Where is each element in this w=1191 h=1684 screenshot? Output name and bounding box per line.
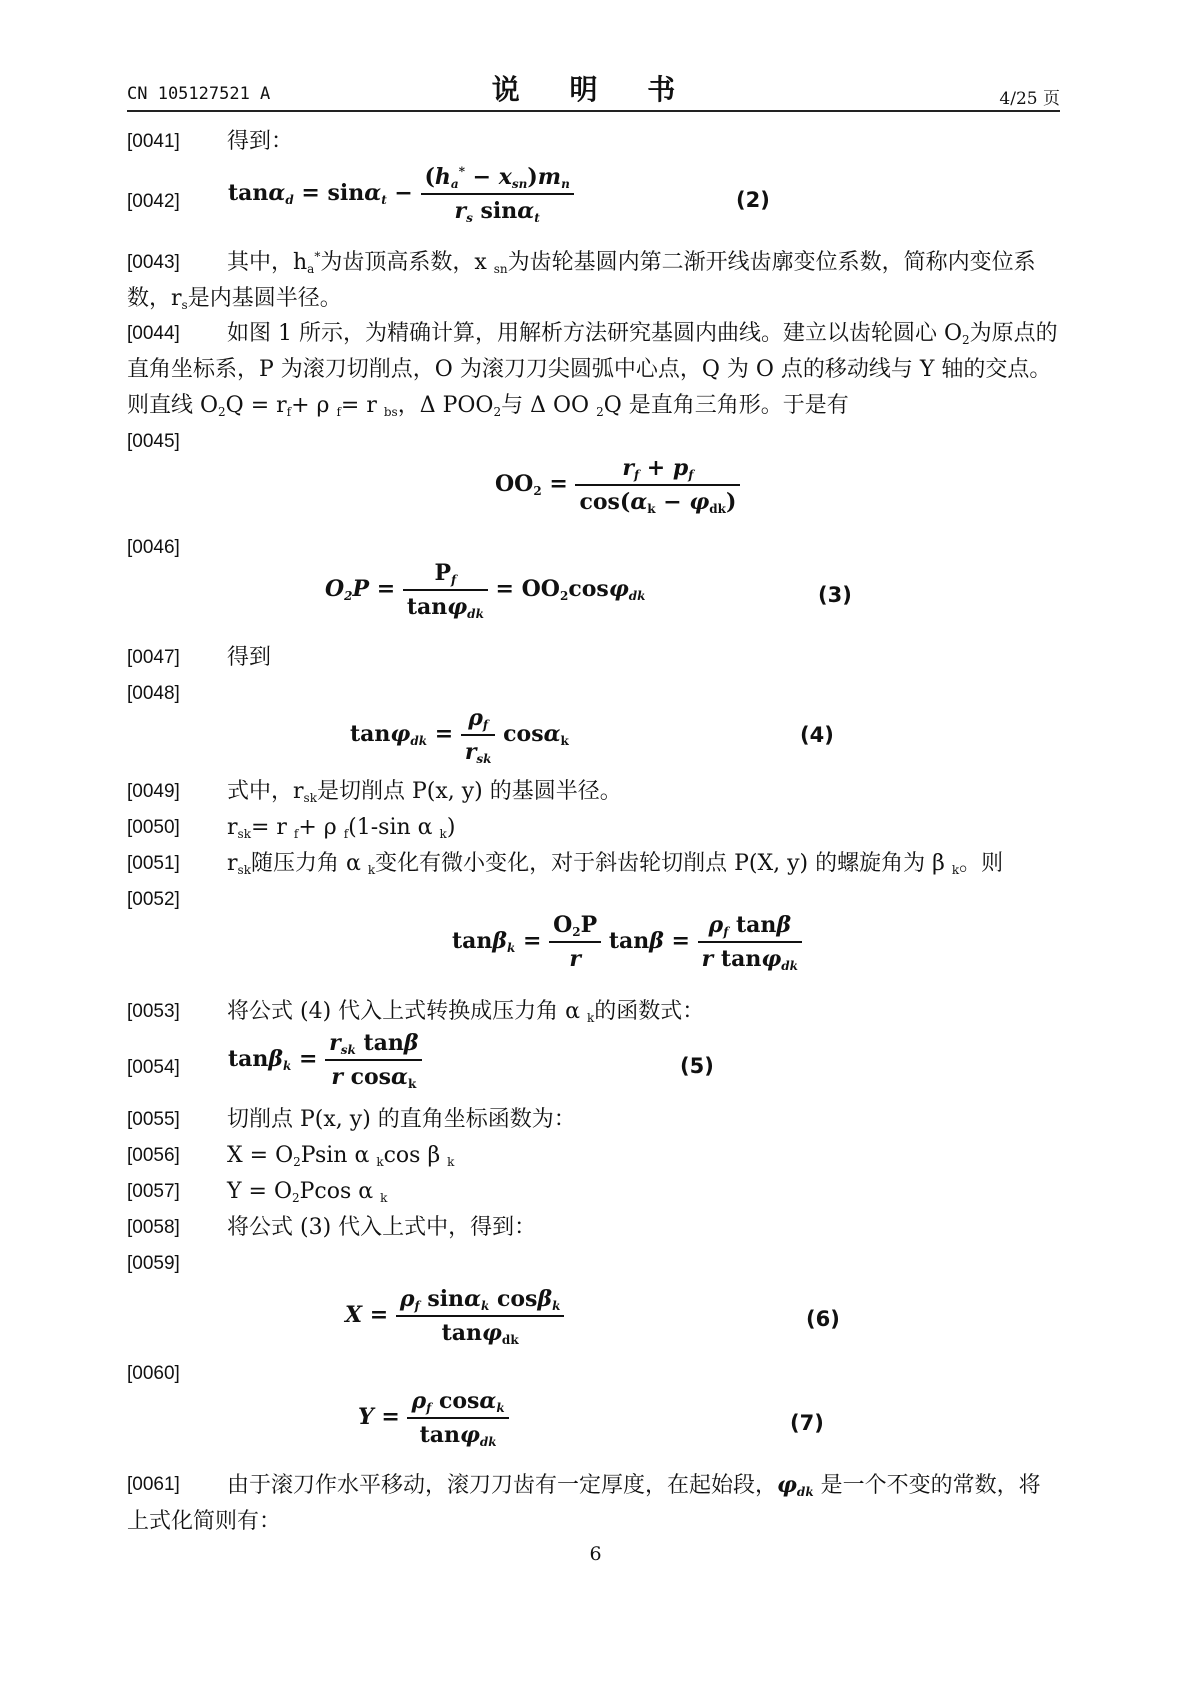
equation-oo2: $OO_2$ = $\frac{r_f + p_f}{\cos(\alpha_k - \varphi_{dk})}$ — [495, 455, 740, 515]
paragraph-text: $r_{sk}$随压力角 α $_k$变化有微小变化，对于斜齿轮切削点 P(X, y) 的螺旋角为 β $_k$。则 — [227, 851, 1004, 877]
paragraph-0053 — [127, 994, 1060, 1030]
paragraph-number: [0058] — [127, 1217, 180, 1238]
paragraph-text: 其中，$h_a^*$为齿顶高系数，x $_{sn}$为齿轮基圆内第二渐开线齿廓变位系数，简称内变位系数，$r_s$是内基圆半径。 — [127, 249, 1036, 312]
paragraph-number: [0045] — [127, 431, 180, 452]
paragraph-number: [0046] — [127, 537, 180, 558]
paragraph-number: [0059] — [127, 1253, 180, 1274]
paragraph-0058 — [127, 1210, 1060, 1246]
paragraph-number: [0041] — [127, 131, 180, 152]
equation-number: (2) — [736, 188, 770, 212]
paragraph-text: 如图 1 所示，为精确计算，用解析方法研究基圆内曲线。建立以齿轮圆心 $O_2$为原点的直角坐标系，P 为滚刀切削点，O 为滚刀刀尖圆弧中心点，Q 为 O 点的移动线与 Y 轴的交点。则直线 $O_2Q = r_f+ \rho$ $_f$= r $_{bs}$，Δ $POO_2$与 Δ OO $_2$Q 是直角三角形。于是有 — [127, 321, 1058, 419]
paragraph-number: [0053] — [127, 1001, 180, 1022]
paragraph-number: [0043] — [127, 252, 180, 273]
page-counter: 4/25 页 — [999, 89, 1060, 109]
paragraph-text: $X = O_2Psin$ α $_k$cos β $_k$ — [227, 1143, 455, 1169]
paragraph-0057 — [127, 1174, 1060, 1210]
paragraph-text: 将公式 (4) 代入上式转换成压力角 α $_k$的函数式： — [227, 999, 705, 1025]
equation-2: tanα$_d$ = sinα$_t$ − $\frac{(h_a^* - x_{sn})m_n}{r_s \sin\alpha_t}$ — [228, 164, 574, 224]
paragraph-number: [0057] — [127, 1181, 180, 1202]
equation-7: Y = $\frac{\rho_f \cos\alpha_k}{\tan\varphi_{dk}}$ — [358, 1388, 509, 1448]
paragraph-text: 得到 — [227, 645, 272, 670]
paragraph-number: [0061] — [127, 1474, 180, 1495]
paragraph-number: [0055] — [127, 1109, 180, 1130]
equation-number: (6) — [806, 1307, 840, 1331]
equation-number: (4) — [800, 723, 834, 747]
paragraph-number: [0052] — [127, 889, 180, 910]
paragraph-number: [0050] — [127, 817, 180, 838]
publication-number: CN 105127521 A — [127, 84, 271, 104]
paragraph-text: $Y = O_2Pcos$ α $_k$ — [227, 1179, 388, 1205]
paragraph-text: 将公式 (3) 代入上式中，得到： — [227, 1215, 537, 1240]
equation-number: (3) — [818, 583, 852, 607]
paragraph-number: [0044] — [127, 323, 180, 344]
paragraph-text: 得到： — [227, 129, 294, 154]
page-header — [127, 64, 1060, 112]
paragraph-number: [0047] — [127, 647, 180, 668]
paragraph-number: [0042] — [127, 191, 180, 212]
equation-3: $O_2P$ = $\frac{P_f}{\tan\varphi_{dk}}$ = $OO_2\cos\varphi_{dk}$ — [325, 560, 646, 621]
paragraph-0041 — [127, 124, 1060, 160]
paragraph-0047 — [127, 640, 1060, 676]
paragraph-0049 — [127, 774, 1060, 810]
paragraph-text: 由于滚刀作水平移动，滚刀刀齿有一定厚度，在起始段，$\varphi_{dk}$ 是一个不变的常数，将上式化简则有： — [127, 1472, 1041, 1534]
equation-4: tanφ$_{dk}$ = $\frac{\rho_f}{r_{sk}}$ cosα$_k$ — [350, 705, 569, 766]
paragraph-text: $r_{sk}= r$ $_f$+ ρ $_f$(1-sin α $_k$) — [227, 815, 456, 841]
page-number: 6 — [589, 1543, 602, 1565]
equation-tan-beta-k: tanβ$_k$ = $\frac{O_2P}{r}$ tanβ = $\frac{\rho_f \tan\beta}{r \tan\varphi_{dk}}$ — [452, 912, 802, 972]
paragraph-0055 — [127, 1102, 1060, 1138]
equation-number: (5) — [680, 1054, 714, 1078]
paragraph-number: [0060] — [127, 1363, 180, 1384]
paragraph-number: [0054] — [127, 1057, 180, 1078]
paragraph-number: [0051] — [127, 853, 180, 874]
paragraph-0051 — [127, 846, 1060, 882]
paragraph-0044 — [127, 316, 1060, 424]
paragraph-0061 — [127, 1467, 1060, 1540]
paragraph-number: [0056] — [127, 1145, 180, 1166]
equation-6: X = $\frac{\rho_f \sin\alpha_k \cos\beta_k}{\tan\varphi_{dk}}$ — [345, 1286, 564, 1346]
document-title: 说 明 书 — [491, 73, 696, 106]
paragraph-text: 式中，$r_{sk}$是切削点 P(x, y) 的基圆半径。 — [227, 779, 622, 805]
equation-5: tanβ$_k$ = $\frac{r_{sk} \tan\beta}{r \cos\alpha_k}$ — [228, 1030, 422, 1090]
paragraph-number: [0048] — [127, 683, 180, 704]
paragraph-0050 — [127, 810, 1060, 846]
paragraph-0043 — [127, 245, 1060, 317]
paragraph-text: 切削点 P(x, y) 的直角坐标函数为： — [227, 1107, 576, 1132]
paragraph-0056 — [127, 1138, 1060, 1174]
equation-number: (7) — [790, 1411, 824, 1435]
paragraph-number: [0049] — [127, 781, 180, 802]
